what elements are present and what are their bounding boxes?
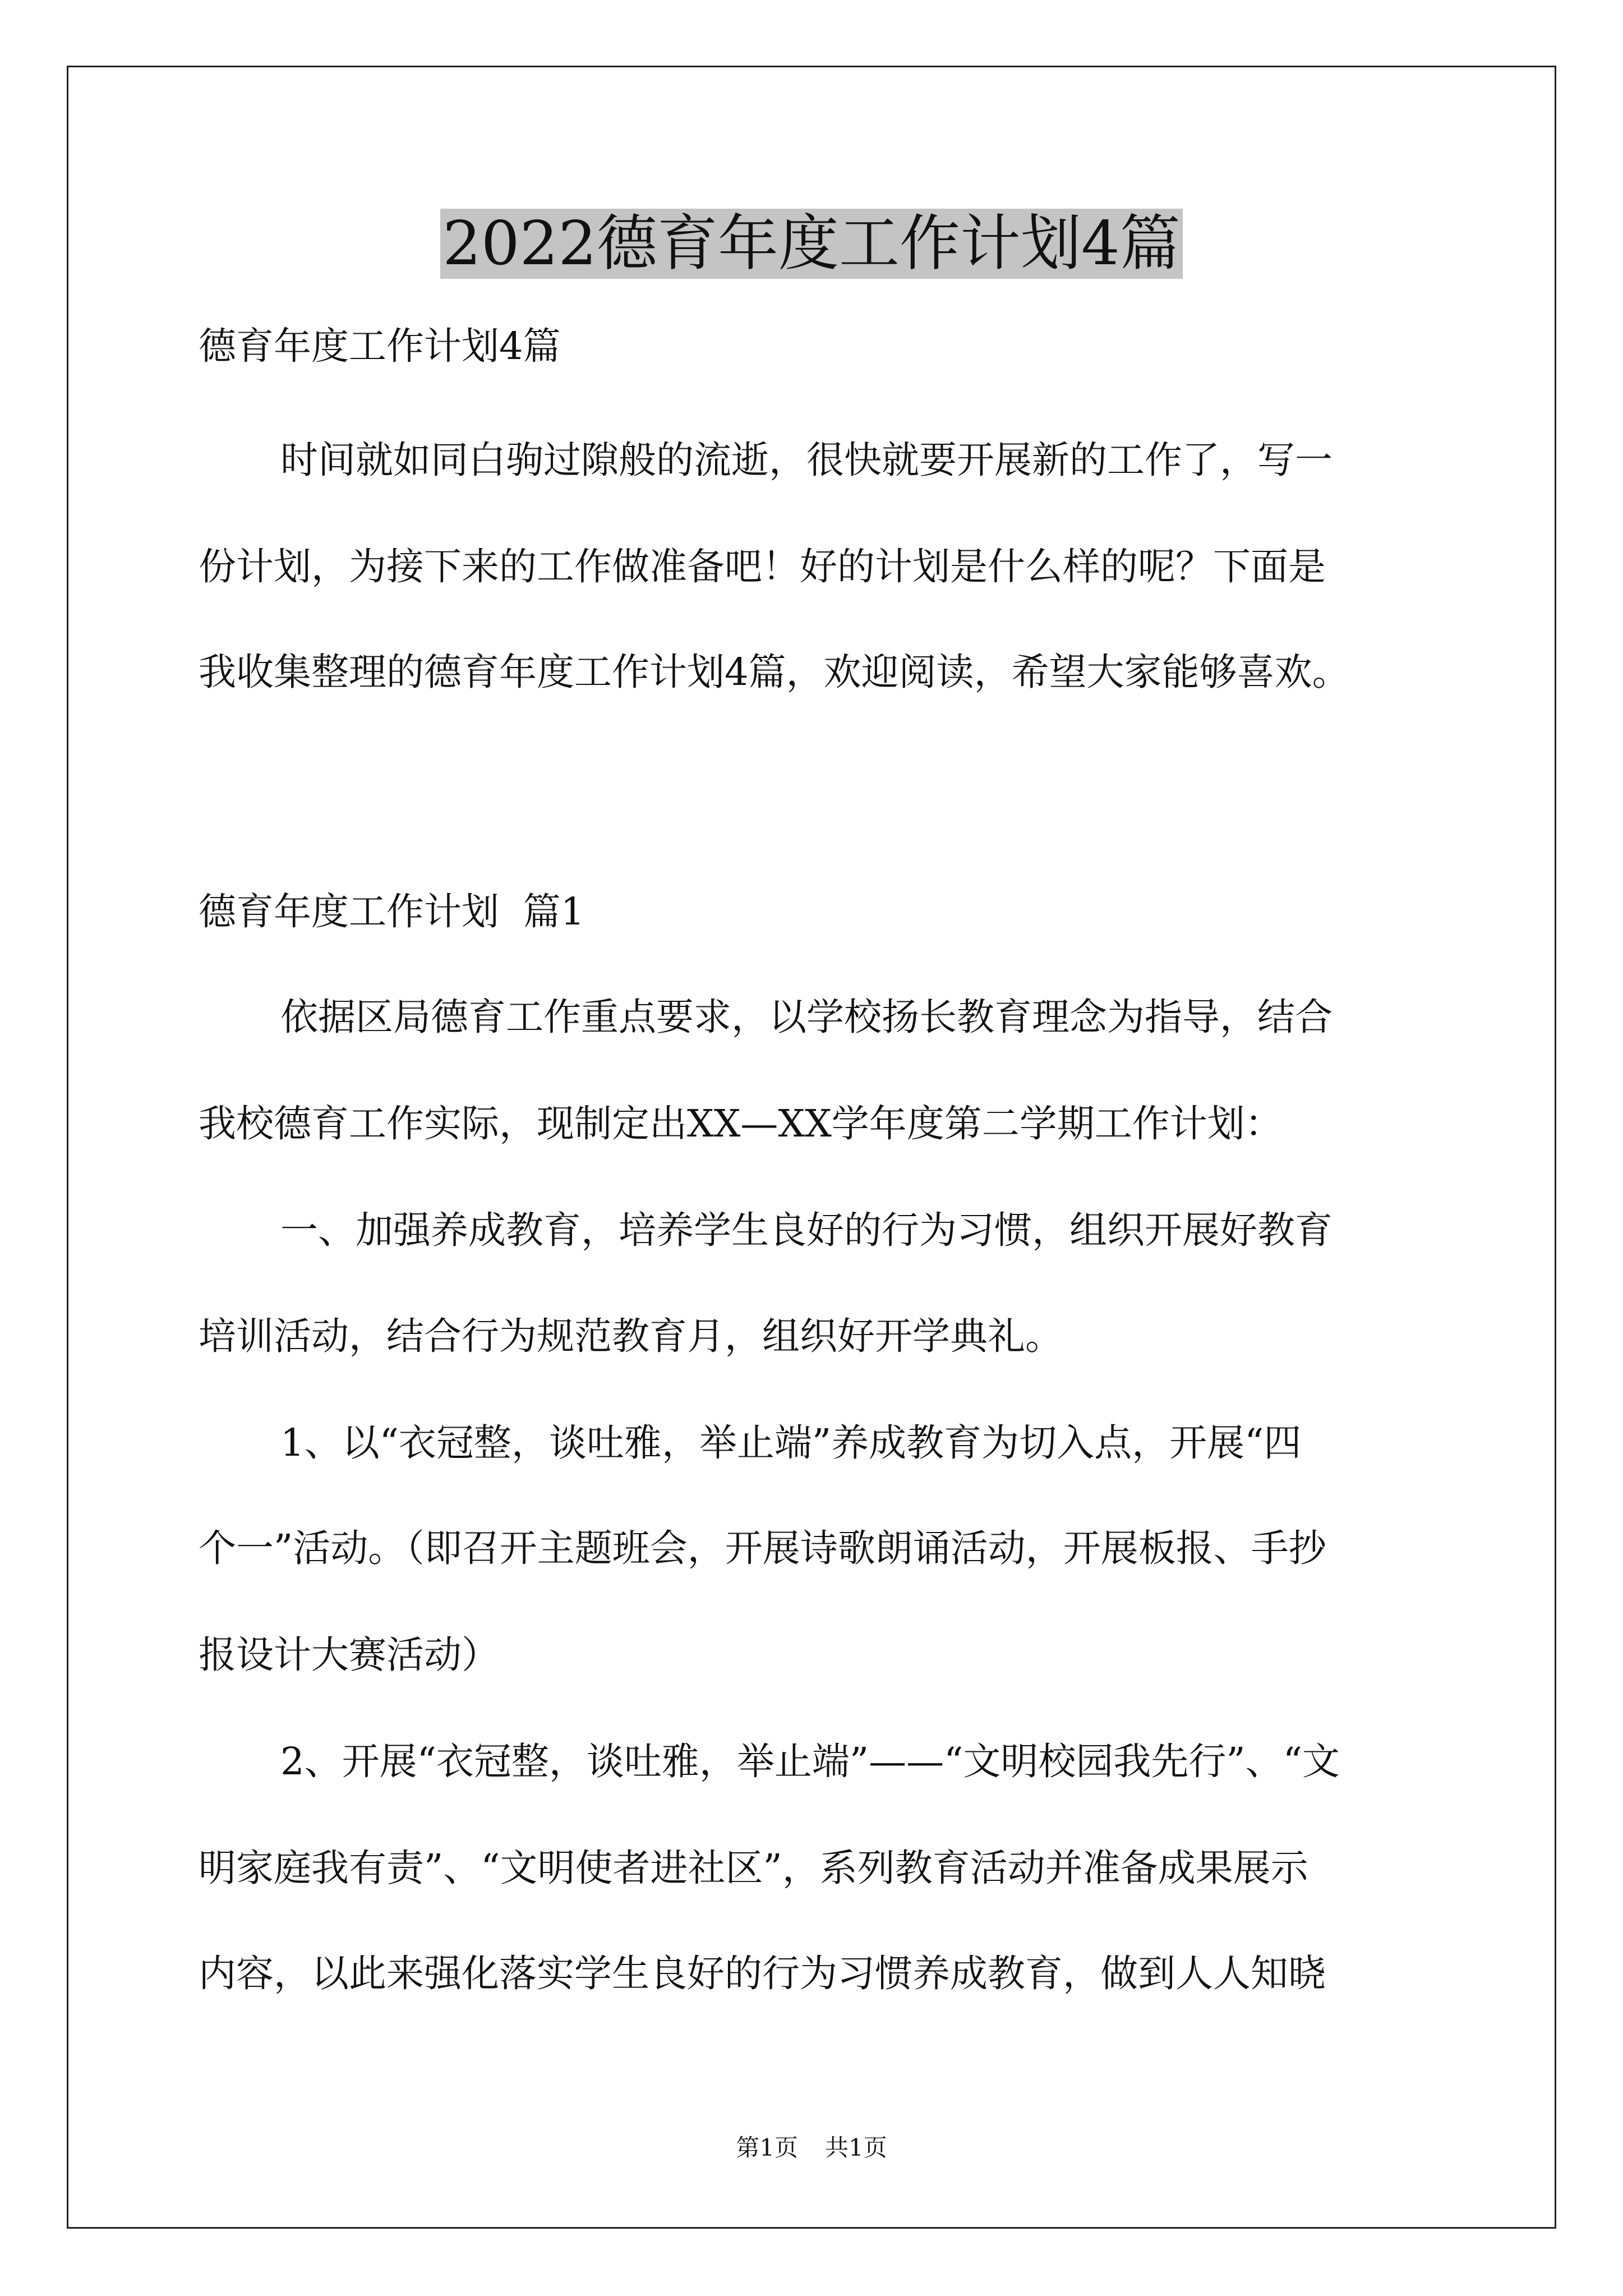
body-line-6: 个一”活动。（即召开主题班会，开展诗歌朗诵活动，开展板报、手抄	[199, 1526, 1326, 1570]
section-heading: 德育年度工作计划 篇1	[199, 890, 585, 933]
body-line-7: 报设计大赛活动）	[199, 1633, 499, 1677]
document-subtitle: 德育年度工作计划4篇	[199, 324, 561, 368]
body-line-9: 明家庭我有责”、“文明使者进社区”，系列教育活动并准备成果展示	[199, 1846, 1308, 1890]
document-title	[0, 205, 1623, 283]
document-title-text: 2022德育年度工作计划4篇	[440, 209, 1183, 279]
page-number-total: 共1页	[825, 2134, 887, 2161]
body-line-8: 2、开展“衣冠整，谈吐雅，举止端”——“文明校园我先行”、“文	[280, 1740, 1340, 1783]
intro-line-3: 我收集整理的德育年度工作计划4篇，欢迎阅读，希望大家能够喜欢。	[199, 650, 1350, 694]
intro-line-1: 时间就如同白驹过隙般的流逝，很快就要开展新的工作了，写一	[280, 438, 1332, 482]
intro-line-2: 份计划，为接下来的工作做准备吧！好的计划是什么样的呢？下面是	[199, 545, 1326, 588]
page-number-current: 第1页	[736, 2134, 798, 2161]
body-line-10: 内容，以此来强化落实学生良好的行为习惯养成教育，做到人人知晓	[199, 1952, 1326, 1995]
body-line-3: 一、加强养成教育，培养学生良好的行为习惯，组织开展好教育	[280, 1208, 1332, 1252]
page-footer	[0, 2131, 1623, 2165]
body-line-4: 培训活动，结合行为规范教育月，组织好开学典礼。	[199, 1314, 1063, 1358]
body-line-1: 依据区局德育工作重点要求，以学校扬长教育理念为指导，结合	[280, 995, 1332, 1039]
body-line-2: 我校德育工作实际，现制定出XX—XX学年度第二学期工作计划：	[199, 1102, 1283, 1145]
body-line-5: 1、以“衣冠整，谈吐雅，举止端”养成教育为切入点，开展“四	[280, 1421, 1302, 1465]
